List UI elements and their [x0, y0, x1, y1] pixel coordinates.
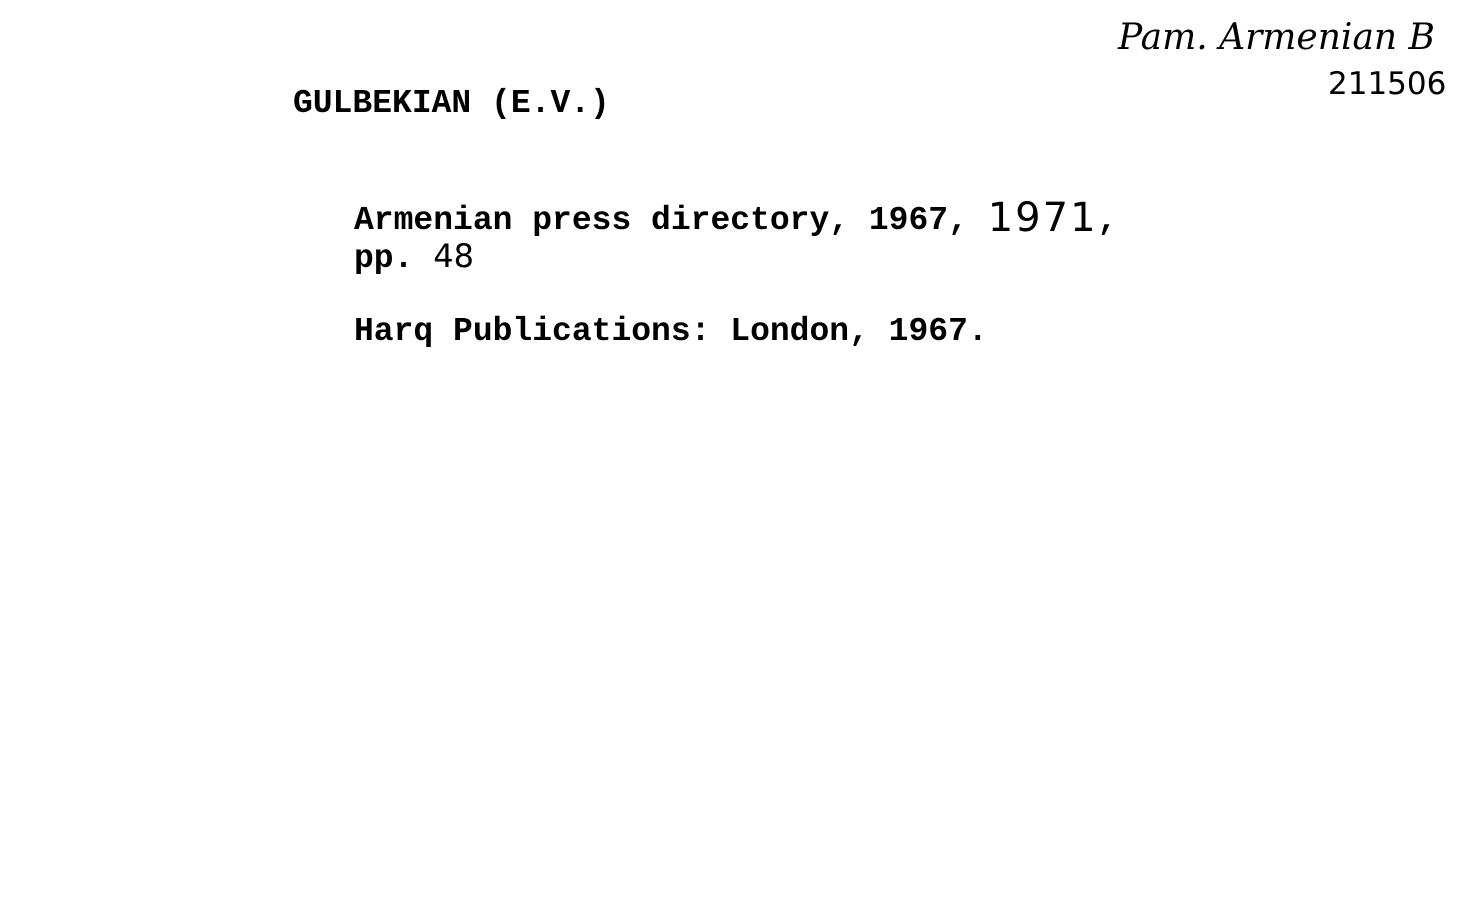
- pages-label: pp.: [354, 240, 414, 277]
- pages-line: [354, 238, 474, 277]
- handwritten-shelfmark: Pam. Armenian B: [1118, 17, 1435, 58]
- title-text: Armenian press directory, 1967,: [354, 202, 968, 239]
- handwritten-year-addition: 1971: [987, 195, 1098, 241]
- title-trailing-comma: ,: [1097, 202, 1118, 239]
- author-heading: GULBEKIAN (E.V.): [293, 85, 610, 122]
- title-line: [354, 195, 1118, 241]
- imprint-line: [354, 314, 988, 350]
- imprint-text: Harq Publications: London, 1967.: [354, 313, 988, 350]
- accession-number: 211506: [1328, 66, 1447, 102]
- handwritten-page-count: 48: [433, 237, 474, 275]
